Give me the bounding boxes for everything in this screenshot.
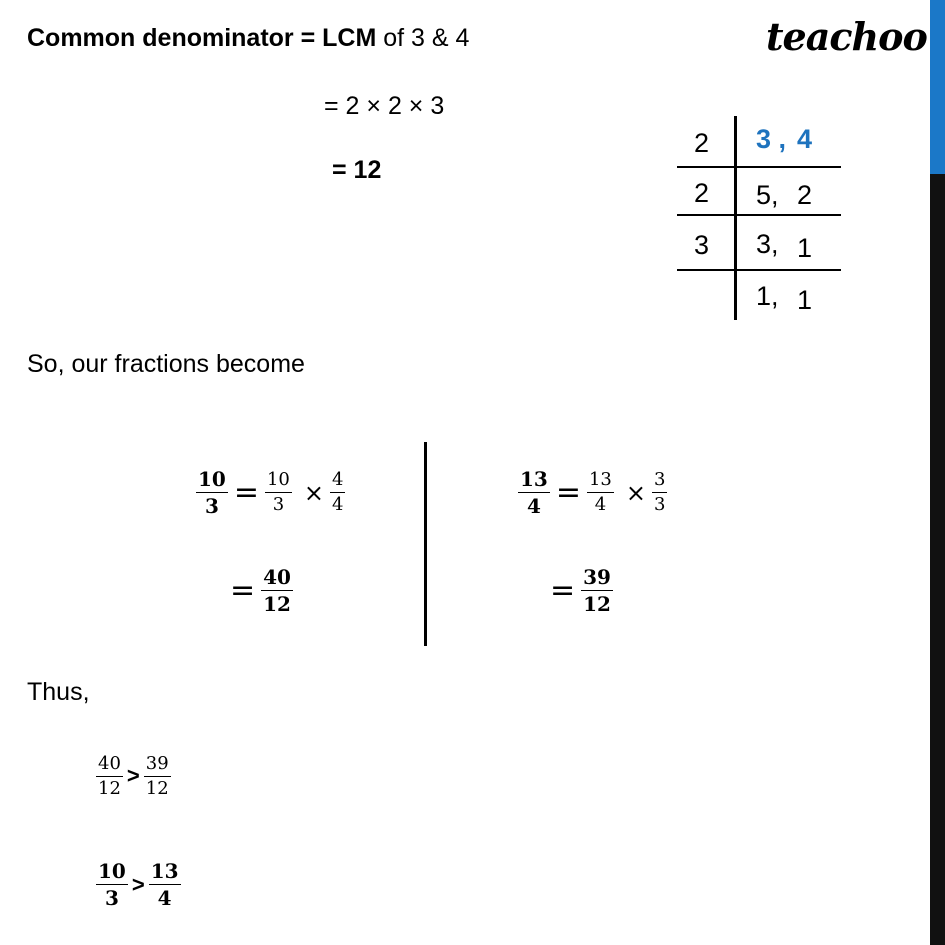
greater-than-sign: > [131,871,145,897]
comparison-2 [96,860,181,909]
fraction: $\frac{40}{12}$ [98,753,121,799]
table-rule [677,214,841,216]
fraction: $\frac{13}{4}$ [520,467,548,518]
table-divisor: 2 [694,128,710,158]
table-dividend-right: 2 [797,180,813,210]
equals-sign: = [230,573,256,608]
table-dividend-left: 3 , [756,124,787,154]
table-dividend-left: 1, [756,281,779,311]
table-rule [677,166,841,168]
right-conversion [518,468,667,517]
lcm-step: = 2 × 2 × 3 [324,92,445,120]
teachoo-logo: teachoo [766,14,927,59]
table-dividend-left: 5, [756,180,779,210]
intro-text: So, our fractions become [27,350,305,378]
table-dividend-right: 1 [797,285,813,315]
thus-text: Thus, [27,678,90,706]
table-vertical-rule [734,116,737,320]
table-dividend-right: 4 [797,124,813,154]
fraction: $\frac{39}{12}$ [145,753,169,799]
fraction: $\frac{13}{4}$ [588,469,612,515]
conversion-divider [424,442,427,646]
greater-than-sign: > [126,763,140,789]
heading-bold: Common denominator = LCM [27,24,377,52]
equals-sign: = [555,475,581,510]
fraction: $\frac{4}{4}$ [332,469,344,515]
left-result [224,566,293,615]
scrollbar-thumb[interactable] [930,0,945,174]
table-dividend-left: 3, [756,229,779,259]
fraction: $\frac{3}{3}$ [654,469,666,515]
comparison-1 [96,754,171,799]
fraction: $\frac{13}{4}$ [150,859,179,910]
fraction: $\frac{39}{12}$ [583,565,611,616]
times-sign: × [625,478,646,507]
right-result [544,566,613,615]
equals-sign: = [550,573,576,608]
fraction: $\frac{40}{12}$ [263,565,291,616]
table-rule [677,269,841,271]
lcm-result: = 12 [332,156,382,184]
table-divisor: 2 [694,178,710,208]
left-conversion [196,468,345,517]
heading [27,24,469,53]
fraction: $\frac{10}{3}$ [266,469,290,515]
fraction: $\frac{10}{3}$ [98,859,126,910]
table-dividend-right: 1 [797,233,813,263]
times-sign: × [303,478,324,507]
fraction: $\frac{10}{3}$ [198,467,226,518]
equals-sign: = [233,475,259,510]
heading-rest: of 3 & 4 [376,24,470,52]
table-divisor: 3 [694,230,710,260]
